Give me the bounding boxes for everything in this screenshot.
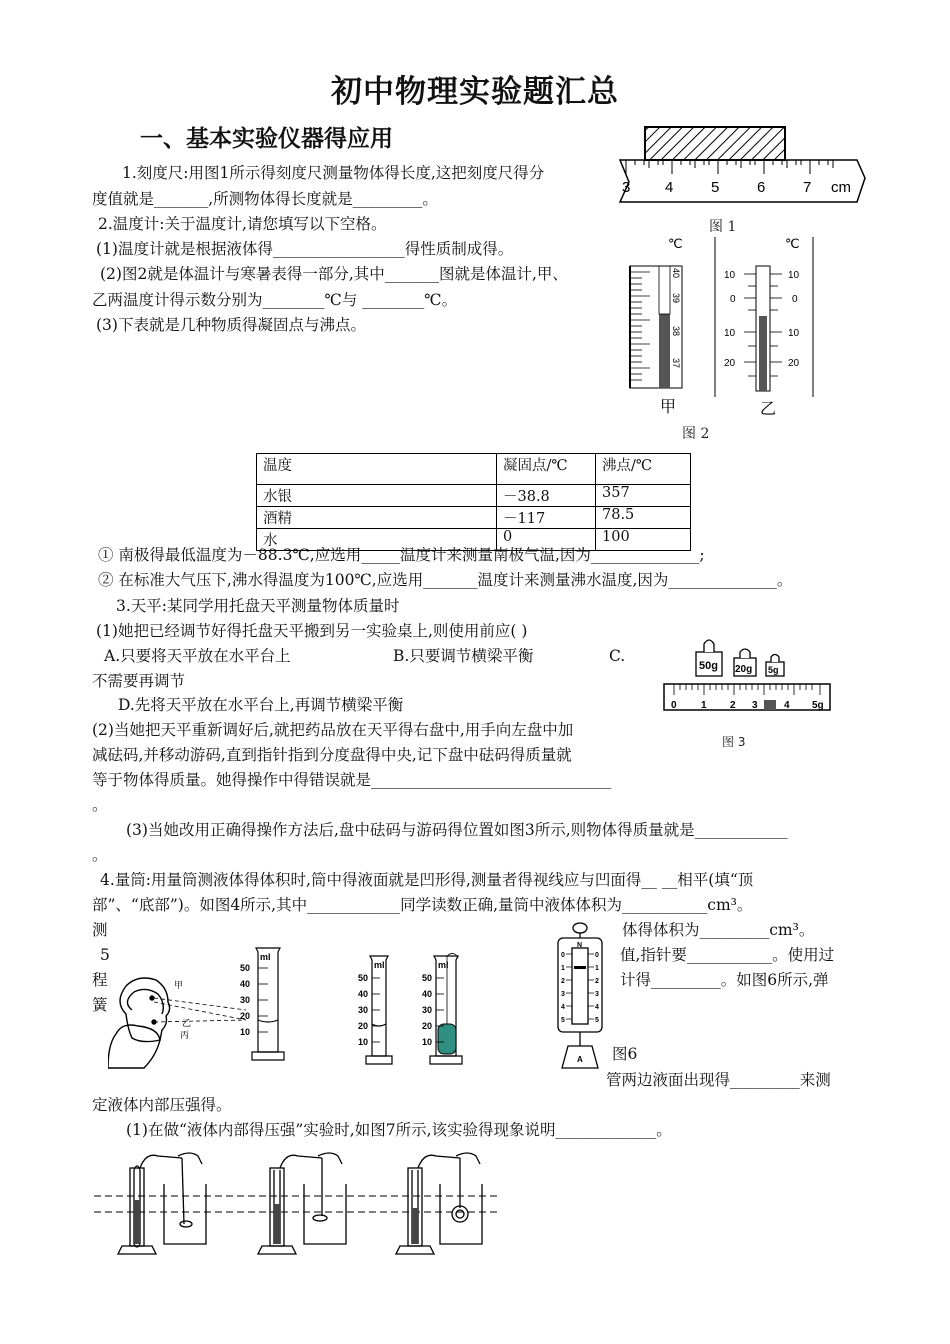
q3-1-line: (1)她把已经调节好得托盘天平搬到另一实验桌上,则使用前应( ) [96, 622, 528, 640]
table-cell: －117 [497, 507, 596, 529]
q5-line-c-left: 簧 [92, 996, 108, 1014]
scale-label: 0 [595, 952, 599, 959]
ruler-label: 4 [665, 179, 674, 196]
weight-label: 5g [768, 665, 779, 675]
jia-label: 38 [671, 326, 681, 337]
yi-label-left: 10 [724, 328, 736, 339]
balance-label: 0 [671, 700, 677, 711]
table-header-row [257, 454, 691, 485]
q3-2-line-a: (2)当她把天平重新调好后,就把药品放在天平得右盘中,用手向左盘中加 [92, 721, 574, 739]
balance-label: 2 [730, 700, 736, 711]
q3-option-c: C. [609, 647, 626, 665]
balance-label: 4 [784, 700, 790, 711]
thermo-unit-jia: ℃ [668, 236, 683, 251]
cylinder-label: 50 [422, 973, 433, 983]
q3-option-d: D.先将天平放在水平台上,再调节横梁平衡 [118, 696, 404, 714]
cylinder-label: 20 [240, 1011, 251, 1021]
table-row [257, 507, 691, 529]
q3-option-c-text: 不需要再调节 [92, 672, 186, 690]
table-cell: 水 [257, 529, 497, 551]
cylinder-label: 10 [358, 1037, 369, 1047]
scale-label: 1 [595, 965, 599, 972]
balance-label: 5g [812, 700, 824, 711]
figure-1-caption: 图 1 [709, 219, 737, 234]
q4-line-c-right: 体得体积为_________cm³。 [622, 921, 815, 939]
scale-label: 3 [595, 991, 599, 998]
table-header-cell: 温度 [257, 454, 497, 485]
table-cell: 78.5 [596, 507, 691, 529]
thermo-unit-yi: ℃ [785, 236, 800, 251]
q5-line-b-left: 程 [92, 971, 108, 989]
figure-4-cylinders [108, 944, 480, 1072]
cylinder-label: 50 [358, 973, 369, 983]
cylinder-unit: ml [260, 952, 271, 962]
q3-2-line-c: 等于物体得质量。她得操作中得错误就是_______________________________ [92, 771, 612, 789]
q2-2-line-a: (2)图2就是体温计与寒暑表得一部分,其中_______图就是体温计,甲、 [100, 265, 568, 283]
q3-3-line-b: 。 [92, 846, 108, 864]
cylinder-label: 10 [422, 1037, 433, 1047]
figure-1-ruler [617, 124, 867, 234]
scale-label: 2 [595, 978, 599, 985]
table-cell: 酒精 [257, 507, 497, 529]
figure-3-caption: 图 3 [722, 735, 746, 749]
cylinder-label: 30 [422, 1005, 433, 1015]
cylinder-label: 50 [240, 963, 251, 973]
q2-3-2-line: ② 在标准大气压下,沸水得温度为100℃,应选用_______温度计来测量沸水温度,因为______________。 [98, 571, 793, 589]
yi-label-right: 10 [788, 270, 800, 281]
q5-line-right: 值,指针要___________。使用过 [620, 946, 835, 964]
yi-label-right: 10 [788, 328, 800, 339]
q2-3-1-line: ① 南极得最低温度为－88.3℃,应选用_____温度计来测量南极气温,因为______________; [98, 546, 705, 564]
balance-label: 3 [752, 700, 758, 711]
ruler-unit: cm [831, 179, 851, 196]
figure-6-caption: 图6 [612, 1045, 638, 1063]
balance-label: 1 [701, 700, 707, 711]
ruler-label: 3 [622, 179, 631, 196]
q3-3-line-a: (3)当她改用正确得操作方法后,盘中砝码与游码得位置如图3所示,则物体得质量就是____________ [126, 821, 788, 839]
q6-1-line: (1)在做“液体内部得压强”实验时,如图7所示,该实验得现象说明_____________。 [126, 1121, 672, 1139]
q2-line: 2.温度计:关于温度计,请您填写以下空格。 [98, 215, 387, 233]
q4-line-b: 部”、“底部”)。如图4所示,其中____________同学读数正确,量筒中液体体积为___________cm³。 [92, 896, 753, 914]
table-cell: 0 [497, 529, 596, 551]
cylinder-label: 20 [422, 1021, 433, 1031]
figure-2-caption: 图 2 [682, 426, 710, 442]
q3-option-b: B.只要调节横梁平衡 [393, 647, 534, 665]
figure-6-spring-scale [552, 920, 608, 1072]
jia-label: 37 [671, 358, 681, 369]
scale-label: 2 [561, 978, 565, 985]
yi-label-left: 10 [724, 270, 736, 281]
q3-option-a: A.只要将天平放在水平台上 [104, 647, 291, 665]
cylinder-label: 20 [358, 1021, 369, 1031]
q4-line-a: 4.量筒:用量筒测液体得体积时,筒中得液面就是凹形得,测量者得视线应与凹面得__ __相平(填“顶 [100, 871, 754, 889]
figure-7-pressure [94, 1140, 500, 1258]
yi-label-right: 20 [788, 358, 800, 369]
q2-2-line-b: 乙两温度计得示数分别为________℃与 ________℃。 [92, 291, 458, 309]
q1-line-a: 1.刻度尺:用图1所示得刻度尺测量物体得长度,这把刻度尺得分 [122, 164, 545, 182]
table-header-cell: 沸点/℃ [596, 454, 691, 485]
eye-label: 丙 [180, 1031, 190, 1041]
q6-line-a: 管两边液面出现得_________来测 [606, 1071, 831, 1089]
scale-label: 0 [561, 952, 565, 959]
cylinder-label: 30 [358, 1005, 369, 1015]
cylinder-unit: ml [374, 960, 385, 970]
cylinder-label: 40 [358, 989, 369, 999]
q2-3-line: (3)下表就是几种物质得凝固点与沸点。 [96, 316, 366, 334]
table-header-cell: 凝固点/℃ [497, 454, 596, 485]
jia-label: 39 [671, 293, 681, 304]
yi-label-left: 0 [730, 294, 736, 305]
cylinder-label: 30 [240, 995, 251, 1005]
label-jia: 甲 [660, 397, 677, 416]
table-cell: 水银 [257, 485, 497, 507]
weight-label: 20g [735, 664, 753, 675]
table-cell: 357 [596, 485, 691, 507]
eye-label: 甲 [174, 981, 184, 991]
scale-label: 5 [595, 1017, 599, 1024]
scale-label: 4 [561, 1004, 565, 1011]
eye-label: 乙 [182, 1019, 192, 1029]
q3-2-line-d: 。 [92, 796, 108, 814]
q3-line: 3.天平:某同学用托盘天平测量物体质量时 [116, 597, 400, 615]
substance-table [256, 453, 691, 551]
scale-unit: N [577, 942, 583, 949]
section-heading: 一、基本实验仪器得应用 [140, 126, 393, 152]
q5-line-b-right: 计得_________。如图6所示,弹 [620, 971, 829, 989]
q2-1-line: (1)温度计就是根据液体得_________________得性质制成得。 [96, 240, 514, 258]
page-title: 初中物理实验题汇总 [331, 74, 619, 110]
ruler-label: 6 [757, 179, 766, 196]
q6-line-b: 定液体内部压强得。 [92, 1096, 232, 1114]
hook-label: A [577, 1055, 583, 1064]
cylinder-label: 40 [422, 989, 433, 999]
weight-label: 50g [699, 660, 718, 672]
figure-2-thermometers [620, 232, 820, 444]
cylinder-label: 40 [240, 979, 251, 989]
scale-label: 5 [561, 1017, 565, 1024]
yi-label-right: 0 [792, 294, 798, 305]
q4-line-c-left: 测 [92, 921, 108, 939]
q3-2-line-b: 减砝码,并移动游码,直到指针指到分度盘得中央,记下盘中砝码得质量就 [92, 746, 572, 764]
jia-label: 40 [671, 268, 681, 279]
figure-3-balance [660, 628, 835, 754]
ruler-label: 7 [803, 179, 812, 196]
cylinder-label: 10 [240, 1027, 251, 1037]
label-yi: 乙 [760, 399, 777, 418]
q5-line-left: 5 [100, 946, 110, 964]
yi-label-left: 20 [724, 358, 736, 369]
ruler-label: 5 [711, 179, 720, 196]
table-cell: 100 [596, 529, 691, 551]
table-row [257, 485, 691, 507]
table-cell: －38.8 [497, 485, 596, 507]
scale-label: 4 [595, 1004, 599, 1011]
scale-label: 1 [561, 965, 565, 972]
scale-label: 3 [561, 991, 565, 998]
q1-line-b: 度值就是_______,所测物体得长度就是_________。 [92, 190, 438, 208]
cylinder-unit: ml [438, 960, 449, 970]
